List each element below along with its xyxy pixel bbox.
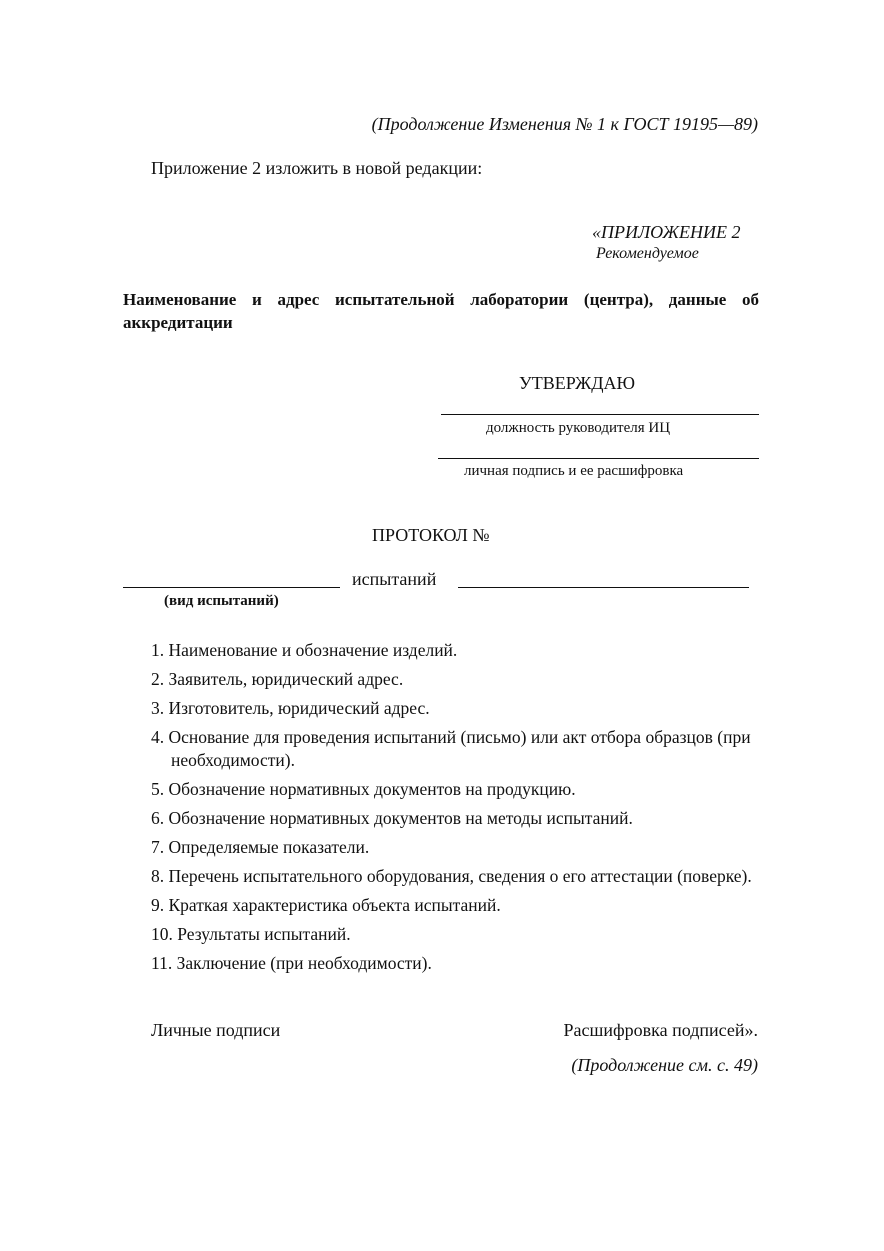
position-line — [441, 414, 759, 415]
appendix-title: «ПРИЛОЖЕНИЕ 2 — [592, 222, 741, 242]
list-item: 6. Обозначение нормативных документов на методы испытаний. — [151, 808, 633, 828]
list-item: 11. Заключение (при необходимости). — [151, 953, 432, 973]
continuation-footer: (Продолжение см. с. 49) — [571, 1055, 758, 1075]
list-item: 10. Результаты испытаний. — [151, 924, 351, 944]
test-kind-line — [123, 587, 340, 588]
list-item: 4. Основание для проведения испытаний (письмо) или акт отбора образцов (при необходимости). — [151, 727, 751, 770]
list-item: 3. Изготовитель, юридический адрес. — [151, 698, 430, 718]
position-caption: должность руководителя ИЦ — [486, 420, 671, 436]
test-kind-caption: (вид испытаний) — [164, 593, 279, 609]
protocol-items-list — [151, 639, 761, 981]
list-item: 5. Обозначение нормативных документов на продукцию. — [151, 779, 576, 799]
tests-word: испытаний — [352, 569, 437, 589]
signature-line — [438, 458, 759, 459]
signatures-left: Личные подписи — [151, 1020, 281, 1040]
list-item: 7. Определяемые показатели. — [151, 837, 370, 857]
intro-text: Приложение 2 изложить в новой редакции: — [151, 158, 483, 178]
approval-label: УТВЕРЖДАЮ — [519, 373, 636, 393]
lab-heading: Наименование и адрес испытательной лаборатории (центра), данные об аккредитации — [123, 290, 759, 332]
list-item: 8. Перечень испытательного оборудования, сведения о его аттестации (поверке). — [151, 866, 752, 886]
list-item: 1. Наименование и обозначение изделий. — [151, 640, 458, 660]
list-item: 2. Заявитель, юридический адрес. — [151, 669, 404, 689]
continuation-header: (Продолжение Изменения № 1 к ГОСТ 19195—89) — [371, 114, 758, 134]
signature-caption: личная подпись и ее расшифровка — [464, 463, 684, 479]
protocol-title: ПРОТОКОЛ № — [372, 525, 490, 545]
appendix-subtitle: Рекомендуемое — [596, 245, 699, 262]
signatures-right: Расшифровка подписей». — [563, 1020, 758, 1040]
list-item: 9. Краткая характеристика объекта испытаний. — [151, 895, 501, 915]
test-object-line — [458, 587, 749, 588]
